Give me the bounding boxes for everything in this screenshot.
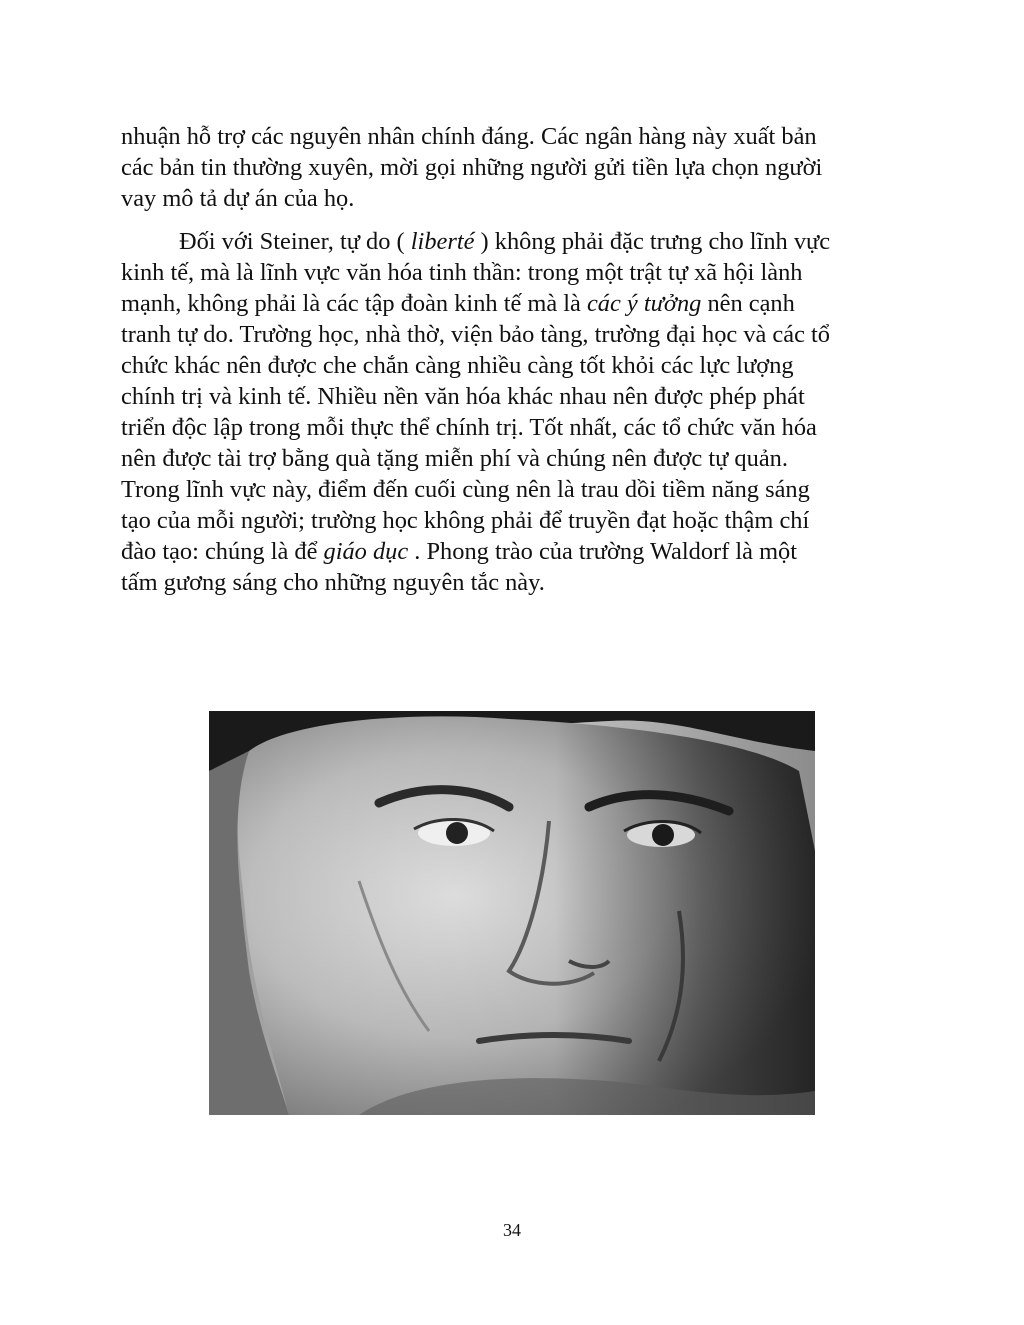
text-line: chính trị và kinh tế. Nhiều nền văn hóa khác nhau nên được phép phát <box>121 383 805 410</box>
text-line: tranh tự do. Trường học, nhà thờ, viện bảo tàng, trường đại học và các tổ <box>121 321 830 348</box>
portrait-illustration <box>209 711 815 1115</box>
text-line: tấm gương sáng cho những nguyên tắc này. <box>121 569 545 596</box>
text-run: ) không phải đặc trưng cho lĩnh vực <box>474 228 831 255</box>
text-run: nên cạnh <box>701 290 795 317</box>
text-run: Đối với Steiner, tự do ( <box>179 228 411 255</box>
portrait-photo <box>209 711 815 1115</box>
body-text <box>121 121 911 598</box>
text-line: nhuận hỗ trợ các nguyên nhân chính đáng. Các ngân hàng này xuất bản <box>121 123 817 150</box>
text-line: kinh tế, mà là lĩnh vực văn hóa tinh thần: trong một trật tự xã hội lành <box>121 259 803 286</box>
text-line: chức khác nên được che chắn càng nhiều càng tốt khỏi các lực lượng <box>121 352 794 379</box>
text-line: nên được tài trợ bằng quà tặng miễn phí và chúng nên được tự quản. <box>121 445 788 472</box>
paragraph-2 <box>121 226 911 598</box>
text-line: vay mô tả dự án của họ. <box>121 185 355 212</box>
text-run: . Phong trào của trường Waldorf là một <box>408 538 798 565</box>
text-run: mạnh, không phải là các tập đoàn kinh tế mà là <box>121 290 587 317</box>
text-line: tạo của mỗi người; trường học không phải để truyền đạt hoặc thậm chí <box>121 507 810 534</box>
text-line <box>121 288 911 319</box>
page-number: 34 <box>503 1220 521 1240</box>
italic-term: các ý tưởng <box>586 290 702 317</box>
italic-term: giáo dục <box>323 538 409 565</box>
italic-term: liberté <box>410 228 475 255</box>
text-line <box>121 226 911 257</box>
text-line: triển độc lập trong mỗi thực thể chính trị. Tốt nhất, các tổ chức văn hóa <box>121 414 817 441</box>
text-run: đào tạo: chúng là để <box>121 538 324 565</box>
text-line: Trong lĩnh vực này, điểm đến cuối cùng nên là trau dồi tiềm năng sáng <box>121 476 810 503</box>
paragraph-1 <box>121 121 911 214</box>
text-line: các bản tin thường xuyên, mời gọi những người gửi tiền lựa chọn người <box>121 154 823 181</box>
text-line <box>121 536 911 567</box>
